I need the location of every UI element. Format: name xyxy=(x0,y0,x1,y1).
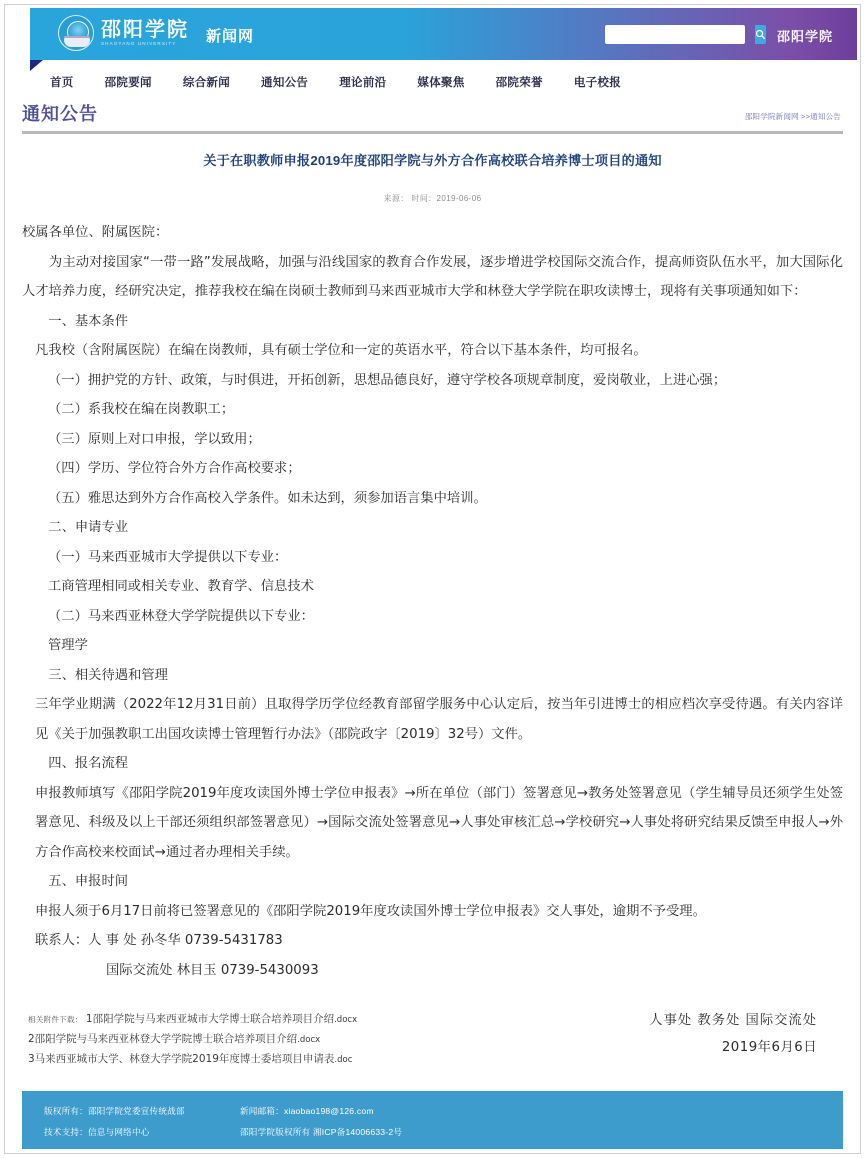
nav-item-e-paper[interactable]: 电子校报 xyxy=(573,77,622,89)
search-button[interactable] xyxy=(755,25,766,44)
site-footer xyxy=(22,1091,843,1149)
footer-copyright: 版权所有：邵阳学院党委宣传统战部 xyxy=(44,1106,185,1116)
paragraph: 为主动对接国家“一带一路”发展战略，加强与沿线国家的教育合作发展，逐步增进学校国际交流合作，提高师资队伍水平，加大国际化人才培养力度，经研究决定，推荐我校在编在岗硕士教师到马来西亚城市大学和林登大学学院在职攻读博士，现将有关事项通知如下： xyxy=(22,254,843,299)
search-input[interactable] xyxy=(605,26,755,43)
section-divider xyxy=(22,131,843,134)
footer-tech-support: 技术支持：信息与网络中心 xyxy=(44,1127,150,1137)
paragraph: （三）原则上对口申报，学以致用； xyxy=(48,431,261,447)
footer-email[interactable]: 新闻邮箱：xiaobao198@126.com xyxy=(240,1106,374,1116)
paragraph: 管理学 xyxy=(48,638,88,653)
paragraph: 工商管理相同或相关专业、教育学、信息技术 xyxy=(48,579,314,594)
attachment-link[interactable]: 3马来西亚城市大学、林登大学学院2019年度博士委培项目申请表 xyxy=(28,1053,335,1065)
logo-title-cn: 邵阳学院 xyxy=(101,17,189,41)
footer-icp: 邵阳学院版权所有 湘ICP备14006633-2号 xyxy=(240,1127,403,1137)
paragraph: （一）马来西亚城市大学提供以下专业： xyxy=(48,549,288,565)
nav-item-honors[interactable]: 邵院荣誉 xyxy=(495,77,543,89)
main-nav xyxy=(30,70,857,94)
paragraph: 三年学业期满（2022年12月31日前）且取得学历学位经教育部留学服务中心认定后，按当年引进博士的相应档次享受待遇。有关内容详见《关于加强教职工出国攻读博士管理暂行办法》（邵院政字〔2019〕32号）文件。 xyxy=(35,697,843,742)
article-container xyxy=(22,144,843,1061)
paragraph: 四、报名流程 xyxy=(35,756,129,771)
paragraph: 三、相关待遇和管理 xyxy=(35,667,168,683)
article-body xyxy=(22,218,843,985)
site-name: 邵阳学院 xyxy=(776,29,833,44)
nav-item-theory[interactable]: 理论前沿 xyxy=(339,77,387,89)
footer-right-column xyxy=(240,1101,402,1143)
attachment-row xyxy=(28,1050,728,1070)
paragraph: 申报教师填写《邵阳学院2019年度攻读国外博士学位申报表》→所在单位（部门）签署意见→教务处签署意见（学生辅导员还须学生处签署意见、科级及以上干部还须组织部签署意见）→国际交流处签署意见→人事处审核汇总→学校研究→人事处将研究结果反馈至申报人→外方合作高校来校面试→通过者办理相关手续。 xyxy=(35,785,843,860)
paragraph: 五、申报时间 xyxy=(35,874,129,889)
attachment-link[interactable]: 1邵阳学院与马来西亚城市大学博士联合培养项目介绍 xyxy=(85,1013,335,1025)
article-meta: 来源： 时间：2019-06-06 xyxy=(383,194,482,203)
logo-subtitle: 新闻网 xyxy=(206,27,255,45)
contact-person-hr: 联系人：人 事 处 孙冬华 0739-5431783 xyxy=(35,933,283,948)
nav-item-headlines[interactable]: 邵院要闻 xyxy=(104,77,152,89)
site-header xyxy=(30,8,857,60)
footer-left-column xyxy=(44,1101,185,1143)
site-logo[interactable] xyxy=(58,15,254,51)
attachments-list xyxy=(28,1010,728,1070)
attachments-label: 相关附件下载： xyxy=(28,1015,83,1024)
attachment-extension[interactable]: .docx xyxy=(297,1035,321,1045)
paragraph: 申报人须于6月17日前将已签署意见的《邵阳学院2019年度攻读国外博士学位申报表》交人事处，逾期不予受理。 xyxy=(35,903,706,919)
attachment-extension[interactable]: .docx xyxy=(334,1015,358,1025)
attachment-row xyxy=(28,1010,728,1030)
nav-item-home[interactable]: 首页 xyxy=(50,77,74,89)
attachment-row xyxy=(28,1030,728,1050)
page-title: 通知公告 xyxy=(22,104,98,124)
attachment-link[interactable]: 2邵阳学院与马来西亚林登大学学院博士联合培养项目介绍 xyxy=(28,1033,298,1045)
paragraph: （一）拥护党的方针、政策，与时俱进，开拓创新，思想品德良好，遵守学校各项规章制度，爱岗敬业，上进心强； xyxy=(48,372,727,388)
paragraph: （五）雅思达到外方合作高校入学条件。如未达到，须参加语言集中培训。 xyxy=(48,490,487,506)
logo-text-block xyxy=(101,19,189,47)
signature-departments: 人事处 教务处 国际交流处 xyxy=(649,1013,817,1028)
paragraph: 二、申请专业 xyxy=(35,520,129,535)
logo-title-en: SHAOYANG UNIVERSITY xyxy=(101,41,177,46)
section-header xyxy=(22,100,843,130)
search-box xyxy=(605,25,745,44)
contact-person-intl: 国际交流处 林目玉 0739-5430093 xyxy=(106,962,319,978)
paragraph: 凡我校（含附属医院）在编在岗教师，具有硕士学位和一定的英语水平，符合以下基本条件，均可报名。 xyxy=(35,343,647,358)
university-emblem-icon xyxy=(58,15,94,51)
breadcrumb[interactable]: 邵阳学院新闻网 >>通知公告 xyxy=(744,112,841,121)
paragraph: 一、基本条件 xyxy=(35,313,129,329)
paragraph: （二）马来西亚林登大学学院提供以下专业： xyxy=(48,608,314,624)
paragraph: 校属各单位、附属医院： xyxy=(22,225,169,240)
nav-item-announcements[interactable]: 通知公告 xyxy=(261,77,309,89)
paragraph: （二）系我校在编在岗教职工； xyxy=(48,402,235,417)
article-title: 关于在职教师申报2019年度邵阳学院与外方合作高校联合培养博士项目的通知 xyxy=(203,153,662,168)
nav-item-general-news[interactable]: 综合新闻 xyxy=(182,77,231,89)
nav-item-media-focus[interactable]: 媒体聚焦 xyxy=(417,77,465,89)
paragraph: （四）学历、学位符合外方合作高校要求； xyxy=(48,461,301,476)
attachment-extension[interactable]: .doc xyxy=(334,1055,353,1065)
search-icon xyxy=(755,29,766,40)
signature-date: 2019年6月6日 xyxy=(721,1040,817,1055)
